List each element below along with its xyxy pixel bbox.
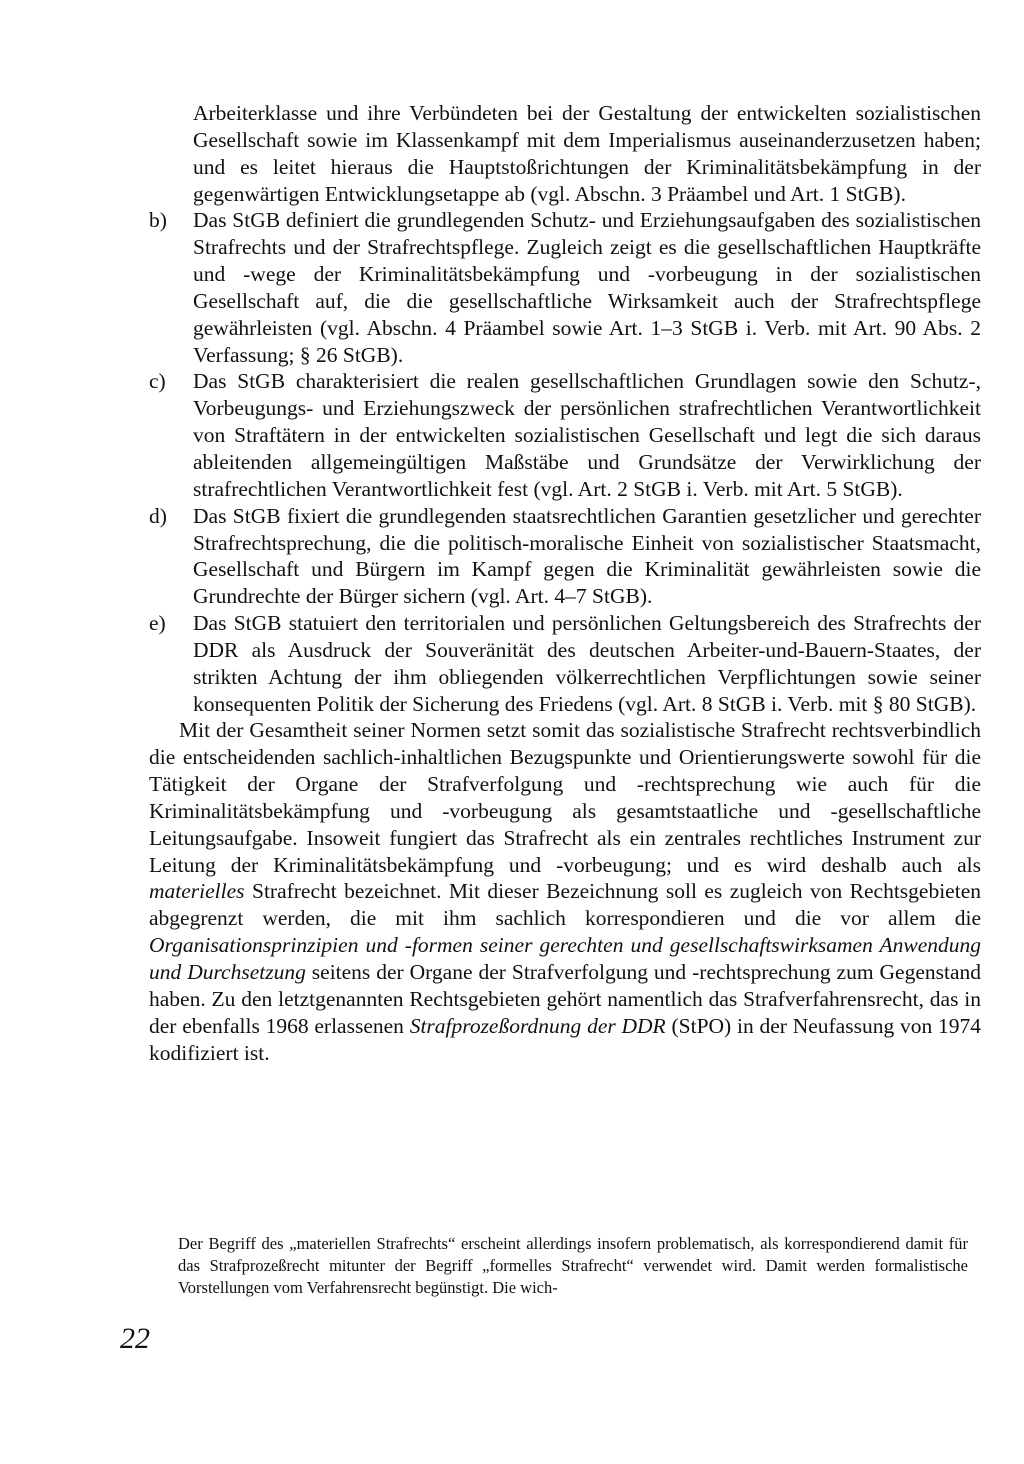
body-paragraph	[149, 717, 981, 1066]
emphasis-text: materielles	[149, 879, 245, 904]
list-item-label: c)	[149, 369, 166, 394]
footnote	[178, 1233, 968, 1299]
body-text: (StPO) in der Neufassung von 1974 kodifiziert ist.	[149, 1013, 982, 1065]
list-item-label: e)	[149, 611, 166, 636]
emphasis-text: Strafprozeßordnung der DDR	[409, 1013, 666, 1038]
main-text	[149, 100, 981, 1066]
footnote-text: Der Begriff des „materiellen Strafrechts“ erscheint allerdings insofern problematisch, als korrespondierend damit für das Strafprozeßrecht mitunter der Begriff „formelles Strafrecht“ verwendet wird. Damit werden formalistische Vorstellungen vom Verfahrensrecht begünstigt. Die wich-	[178, 1234, 968, 1297]
emphasis-text: Organisationsprinzipien und -formen seiner gerechten und gesellschaftswirksamen Anwendung und Durchsetzung	[149, 933, 981, 984]
body-text: Mit der Gesamtheit seiner Normen setzt somit das sozialistische Strafrecht rechtsverbindlich die entscheidenden sachlich-inhaltlichen Bezugspunkte und Orientierungswerte sowohl für die Tätigkeit der Organe der Strafverfolgung und -rechtsprechung wie auch für die Kriminalitätsbekämpfung und -vorbeugung als gesamtstaatliche und -gesellschaftliche Leitungsaufgabe. Insoweit fungiert das Strafrecht als ein zentrales rechtliches Instrument zur Leitung der Kriminalitätsbekämpfung und -vorbeugung; und es wird deshalb auch als	[149, 718, 981, 877]
page-number: 22	[120, 1322, 150, 1355]
body-text: Strafrecht bezeichnet. Mit dieser Bezeichnung soll es zugleich von Rechtsgebieten abgegrenzt werden, die mit ihm sachlich korrespondieren und die vor allem die	[149, 879, 981, 931]
list-item-text: Das StGB statuiert den territorialen und persönlichen Geltungsbereich des Strafrechts der DDR als Ausdruck der Souveränität des deutschen Arbeiter-und-Bauern-Staates, der strikten Achtung der ihm obliegenden völkerrechtlichen Verpflichtungen sowie seiner konsequenten Politik der Sicherung des Friedens (vgl. Art. 8 StGB i. Verb. mit § 80 StGB).	[193, 611, 981, 716]
list-item-text: Das StGB charakterisiert die realen gesellschaftlichen Grundlagen sowie den Schutz-, Vorbeugungs- und Erziehungszweck der persönlichen strafrechtlichen Verantwortlichkeit von Straftätern in der entwickelten sozialistischen Gesellschaft und legt die sich daraus ableitenden allgemeingültigen Maßstäbe und Grundsätze der Verwirklichung der strafrechtlichen Verantwortlichkeit fest (vgl. Art. 2 StGB i. Verb. mit Art. 5 StGB).	[193, 369, 981, 501]
body-text: seitens der Organe der Strafverfolgung und -rechtsprechung zum Gegenstand haben. Zu den letztgenannten Rechtsgebieten gehört namentlich das Strafverfahrensrecht, das in der ebenfalls 1968 erlassenen	[149, 960, 982, 1038]
list-item-text: Das StGB definiert die grundlegenden Schutz- und Erziehungsaufgaben des sozialistischen Strafrechts und der Strafrechtspflege. Zugleich zeigt es die gesellschaftlichen Hauptkräfte und -wege der Kriminalitätsbekämpfung und -vorbeugung in der sozialistischen Gesellschaft auf, die die gesellschaftliche Wirksamkeit auch der Strafrechtspflege gewährleisten (vgl. Abschn. 4 Präambel sowie Art. 1–3 StGB i. Verb. mit Art. 90 Abs. 2 Verfassung; § 26 StGB).	[193, 208, 981, 367]
list-item-b	[149, 207, 981, 368]
list-item-c	[149, 368, 981, 502]
list-item-d	[149, 503, 981, 610]
intro-paragraph: Arbeiterklasse und ihre Verbündeten bei der Gestaltung der entwickelten sozialistischen Gesellschaft sowie im Klassenkampf mit dem Imperialismus auseinanderzusetzen haben; und es leitet hieraus die Hauptstoßrichtungen der Kriminalitätsbekämpfung in der gegenwärtigen Entwicklungsetappe ab (vgl. Abschn. 3 Präambel und Art. 1 StGB).	[193, 101, 981, 206]
list-item-text: Das StGB fixiert die grundlegenden staatsrechtlichen Garantien gesetzlicher und gerechter Strafrechtsprechung, die die politisch-moralische Einheit von sozialistischer Staatsmacht, Gesellschaft und Bürgern im Kampf gegen die Kriminalität gewährleisten sowie die Grundrechte der Bürger sichern (vgl. Art. 4–7 StGB).	[193, 503, 981, 609]
list-item-label: b)	[149, 208, 167, 233]
list-item-label: d)	[149, 503, 167, 528]
list-item-e	[149, 610, 981, 717]
